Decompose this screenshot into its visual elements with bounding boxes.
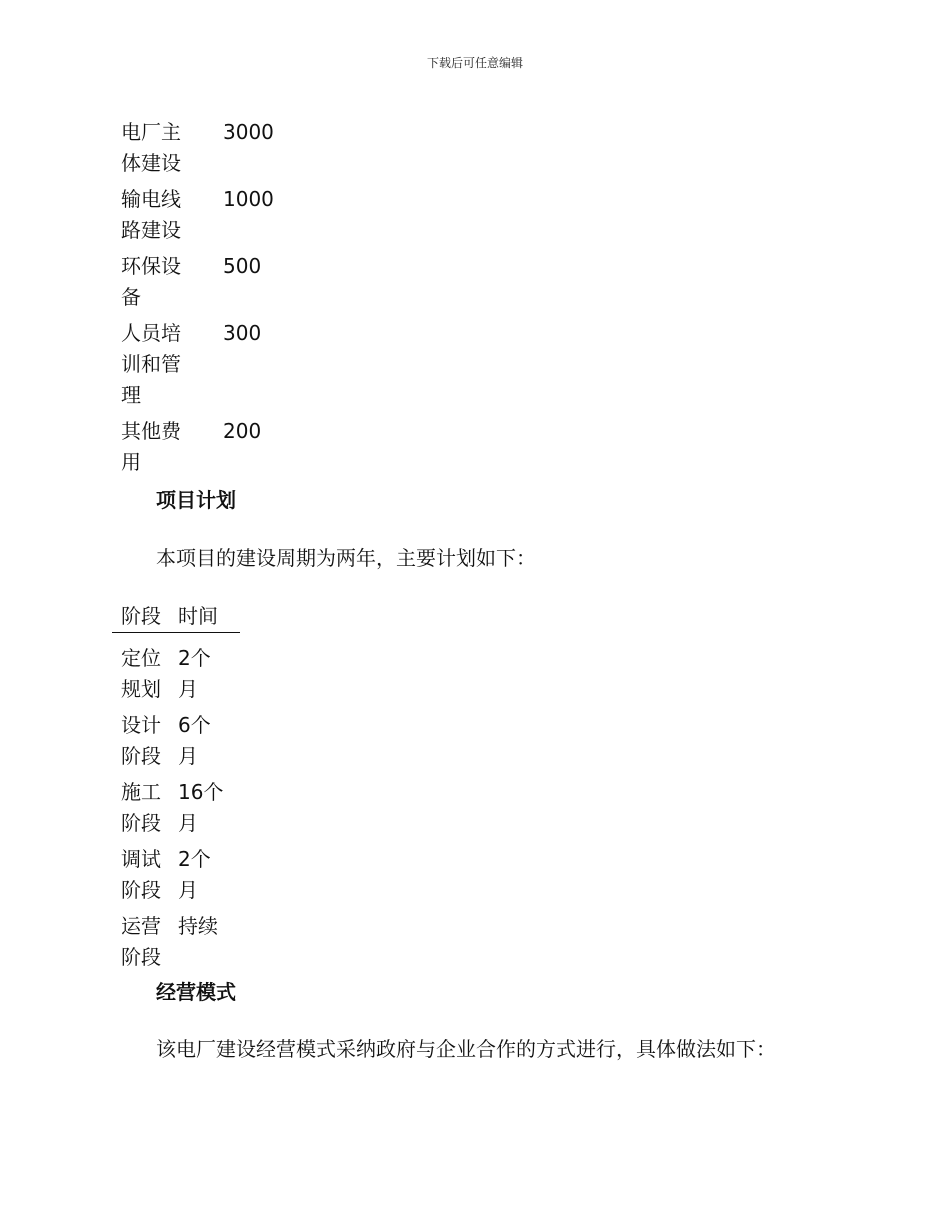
- business-heading: 经营模式: [156, 980, 236, 1004]
- plan-intro: 本项目的建设周期为两年，主要计划如下：: [156, 546, 536, 570]
- schedule-phase: 设计阶段: [121, 713, 161, 768]
- schedule-time: 持续: [178, 914, 218, 938]
- schedule-phase: 施工阶段: [121, 780, 161, 835]
- schedule-time: 2个月: [178, 646, 211, 701]
- plan-heading: 项目计划: [156, 488, 236, 512]
- business-intro: 该电厂建设经营模式采纳政府与企业合作的方式进行，具体做法如下：: [156, 1037, 776, 1061]
- cost-amount: 200: [223, 419, 262, 443]
- table-row: [121, 251, 274, 313]
- page-header: 下载后可任意编辑: [426, 56, 523, 70]
- schedule-table: [112, 601, 240, 973]
- schedule-time: 16个月: [178, 780, 224, 835]
- table-row: [112, 643, 240, 705]
- table-row: [112, 710, 240, 772]
- schedule-phase: 定位规划: [121, 646, 161, 701]
- cost-amount: 1000: [223, 187, 274, 211]
- cost-item: 输电线路建设: [121, 187, 181, 242]
- schedule-phase: 运营阶段: [121, 914, 161, 969]
- cost-table: [121, 117, 274, 483]
- cost-item: 电厂主体建设: [121, 120, 181, 175]
- table-row: [112, 777, 240, 839]
- schedule-time: 2个月: [178, 847, 211, 902]
- schedule-phase: 调试阶段: [121, 847, 161, 902]
- cost-amount: 3000: [223, 120, 274, 144]
- cost-amount: 500: [223, 254, 262, 278]
- table-row: [112, 844, 240, 906]
- column-header-phase: 阶段: [121, 604, 161, 628]
- table-row: [121, 184, 274, 246]
- table-row: [121, 318, 274, 411]
- cost-item: 环保设备: [121, 254, 181, 309]
- table-row: [121, 117, 274, 179]
- schedule-table-header: [112, 601, 240, 633]
- column-header-time: 时间: [178, 604, 218, 628]
- schedule-time: 6个月: [178, 713, 211, 768]
- cost-amount: 300: [223, 321, 262, 345]
- cost-item: 人员培训和管理: [121, 321, 181, 407]
- table-row: [121, 416, 274, 478]
- table-row: [112, 911, 240, 973]
- cost-item: 其他费用: [121, 419, 181, 474]
